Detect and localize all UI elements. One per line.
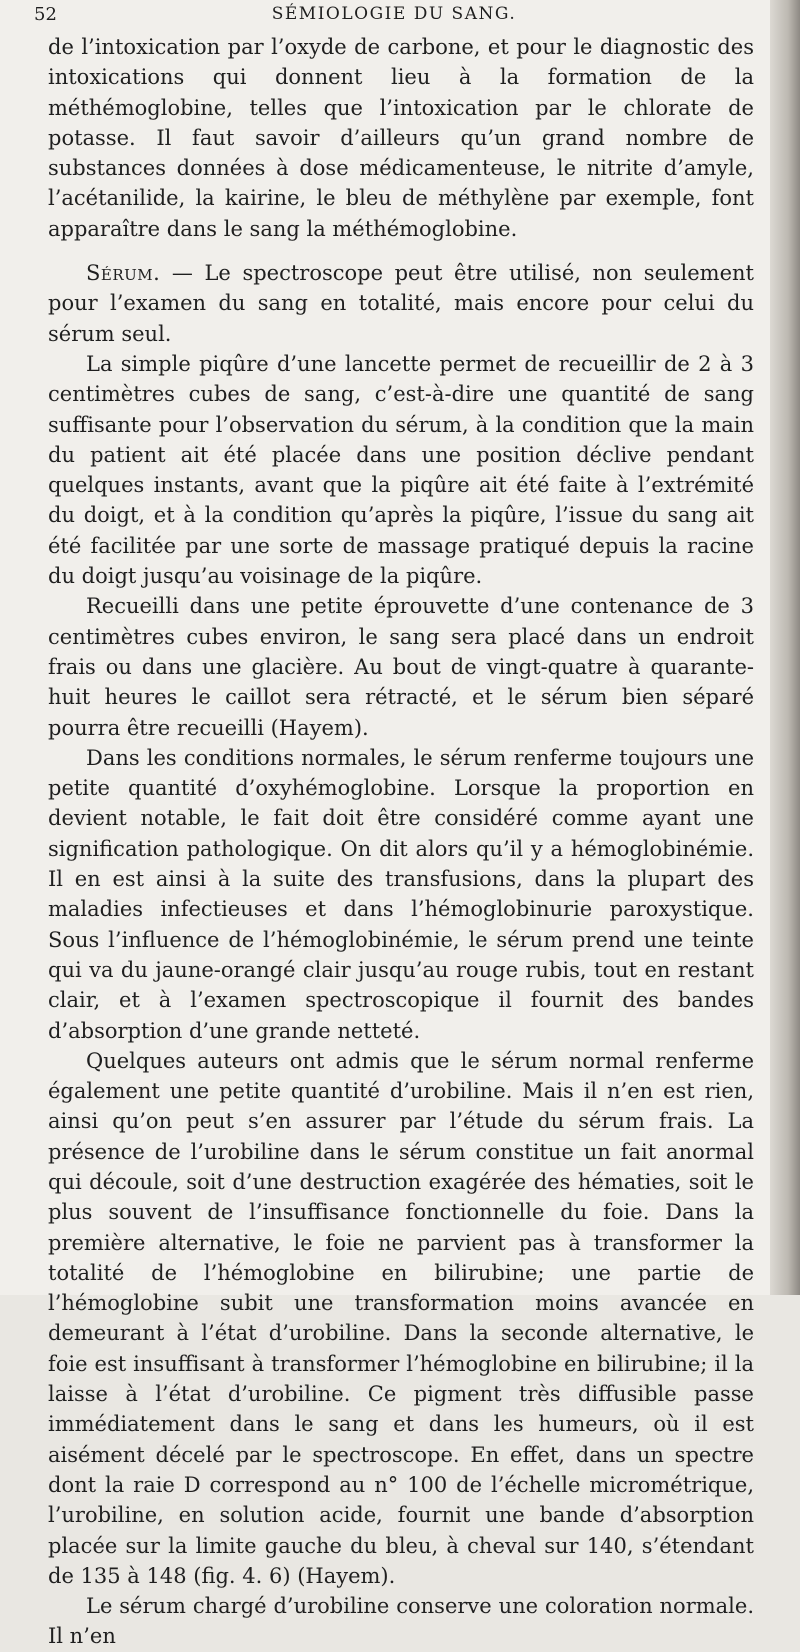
page-body — [48, 32, 754, 1652]
paragraph: Recueilli dans une petite éprouvette d’une contenance de 3 centimètres cubes environ, le sang sera placé dans un endroit frais ou dans une glacière. Au bout de vingt-quatre à quarante-huit heures le caillot sera rétracté, et le sérum bien séparé pourra être recueilli (Hayem). — [48, 594, 754, 740]
paragraph: Quelques auteurs ont admis que le sérum normal renferme également une petite quantité d’urobiline. Mais il n’en est rien, ainsi qu’on peut s’en assurer par l’étude du sérum frais. La présence de l’urobiline dans le sérum constitue un fait anormal qui découle, soit d’une destruction exagérée des hématies, soit le plus souvent de l’insuffisance fonctionnelle du foie. Dans la première alternative, le foie ne parvient pas à transformer la totalité de l’hémoglobine en bilirubine; une partie de l’hémoglobine subit une transformation moins avancée en demeurant à l’état d’urobiline. Dans la seconde alternative, le foie est insuffisant à transformer l’hémoglobine en bilirubine; il la laisse à l’état d’urobiline. Ce pigment très diffusible passe immédiatement dans le sang et dans les humeurs, où il est aisément décelé par le spectroscope. En effet, dans un spectre dont la raie D correspond au n° 100 de l’échelle micrométrique, l’urobiline, en solution acide, fournit une bande d’absorption placée sur la limite gauche du bleu, à cheval sur 140, s’étendant de 135 à 148 (fig. 4. 6) (Hayem). — [48, 1048, 754, 1588]
paragraph: Le sérum chargé d’urobiline conserve une coloration normale. Il n’en — [48, 1594, 754, 1649]
book-page-edge — [770, 0, 800, 1295]
paragraph: de l’intoxication par l’oxyde de carbone, et pour le diagnostic des intoxications qui donnent lieu à la formation de la méthémoglobine, telles que l’intoxication par le chlorate de potasse. Il faut savoir d’ailleurs qu’un grand nombre de substances données à dose médicamenteuse, le nitrite d’amyle, l’acétanilide, la kairine, le bleu de méthylène par exemple, font apparaître dans le sang la méthémoglobine. — [48, 35, 754, 241]
page-header — [34, 4, 754, 30]
paragraph: La simple piqûre d’une lancette permet de recueillir de 2 à 3 centimètres cubes de sang, c’est-à-dire une quantité de sang suffisante pour l’observation du sérum, à la condition que la main du patient ait été placée dans une position déclive pendant quelques instants, avant que la piqûre ait été faite à l’extrémité du doigt, et à la condition qu’après la piqûre, l’issue du sang ait été facilitée par une sorte de massage pratiqué depuis la racine du doigt jusqu’au voisinage de la piqûre. — [48, 351, 754, 589]
paragraph: Dans les conditions normales, le sérum renferme toujours une petite quantité d’oxyhémoglobine. Lorsque la proportion en devient notable, le fait doit être considéré comme ayant une signification pathologique. On dit alors qu’il y a hémoglobinémie. Il en est ainsi à la suite des transfusions, dans la plupart des maladies infectieuses et dans l’hémoglobinurie paroxystique. Sous l’influence de l’hémoglobinémie, le sérum prend une teinte qui va du jaune-orangé clair jusqu’au rouge rubis, tout en restant clair, et à l’examen spectroscopique il fournit des bandes d’absorption d’une grande netteté. — [48, 745, 754, 1043]
section-label: Sérum. — [86, 261, 161, 286]
page-number: 52 — [34, 4, 57, 25]
running-title: SÉMIOLOGIE DU SANG. — [271, 4, 517, 24]
paragraph-text: — Le spectroscope peut être utilisé, non seulement pour l’examen du sang en totalité, mais encore pour celui du sérum seul. — [48, 261, 754, 346]
paragraph-serum — [48, 258, 754, 349]
